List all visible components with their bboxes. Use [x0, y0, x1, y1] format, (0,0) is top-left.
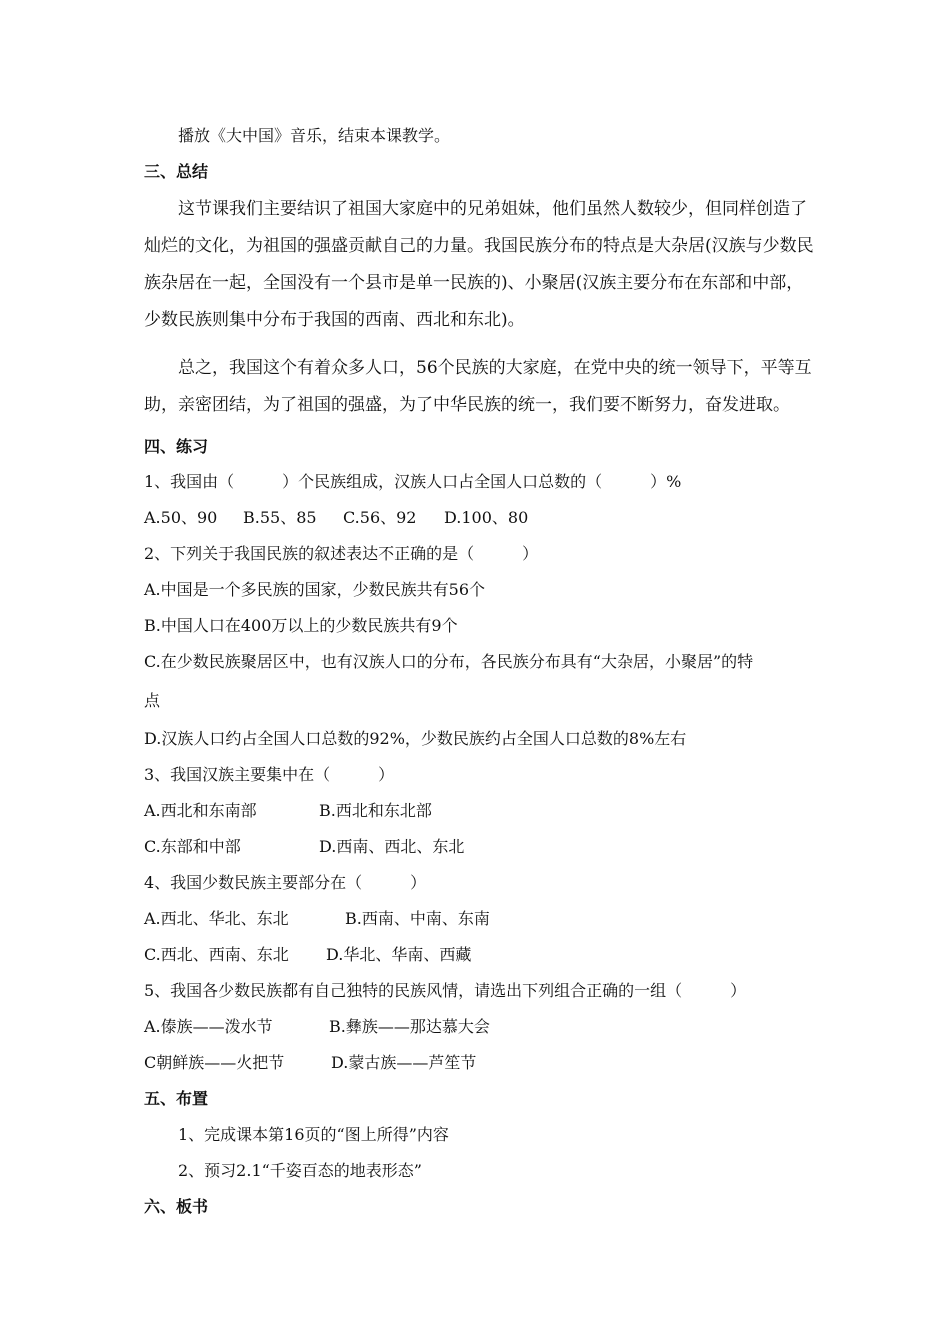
q3-option-a: A.西北和东南部	[144, 801, 257, 820]
question-2: 2、下列关于我国民族的叙述表达不正确的是（ ）	[144, 544, 539, 563]
question-5-options-cd	[144, 1053, 476, 1073]
q3-option-c: C.东部和中部	[144, 837, 241, 856]
q5-option-d: D.蒙古族——芦笙节	[331, 1053, 477, 1072]
question-1: 1、我国由（ ）个民族组成，汉族人口占全国人口总数的（ ）%	[144, 472, 682, 491]
question-4: 4、我国少数民族主要部分在（ ）	[144, 873, 427, 892]
q1-option-c: C.56、92	[343, 508, 417, 527]
q4-option-b: B.西南、中南、东南	[345, 909, 490, 928]
q1-option-b: B.55、85	[243, 508, 317, 527]
question-4-options-cd	[144, 945, 471, 965]
q3-option-d: D.西南、西北、东北	[319, 837, 465, 856]
summary-line-3: 族杂居在一起，全国没有一个县市是单一民族的)、小聚居(汉族主要分布在东部和中部，	[144, 273, 804, 293]
q2-option-b: B.中国人口在400万以上的少数民族共有9个	[144, 616, 458, 635]
question-1-options	[144, 508, 528, 528]
q4-option-d: D.华北、华南、西藏	[326, 945, 472, 964]
summary-line-4: 少数民族则集中分布于我国的西南、西北和东北)。	[144, 310, 525, 330]
intro-line: 播放《大中国》音乐，结束本课教学。	[178, 126, 451, 145]
section-practice-title: 四、练习	[144, 437, 209, 456]
question-5: 5、我国各少数民族都有自己独特的民族风情，请选出下列组合正确的一组（ ）	[144, 981, 747, 1000]
section-board-title: 六、板书	[144, 1197, 209, 1216]
q4-option-c: C.西北、西南、东北	[144, 945, 289, 964]
q1-option-a: A.50、90	[144, 508, 218, 527]
homework-2: 2、预习2.1“千姿百态的地表形态”	[178, 1161, 422, 1180]
q2-option-c-cont: 点	[144, 691, 161, 710]
section-summary-title: 三、总结	[144, 162, 209, 181]
question-4-options-ab	[144, 909, 490, 929]
conclusion-line-1: 总之，我国这个有着众多人口，56个民族的大家庭，在党中央的统一领导下，平等互	[178, 358, 812, 378]
summary-line-1: 这节课我们主要结识了祖国大家庭中的兄弟姐妹，他们虽然人数较少，但同样创造了	[178, 199, 807, 219]
q5-option-b: B.彝族——那达慕大会	[329, 1017, 490, 1036]
q5-option-c: C朝鲜族——火把节	[144, 1053, 285, 1072]
question-3-options-ab	[144, 801, 432, 821]
q3-option-b: B.西北和东北部	[319, 801, 432, 820]
q2-option-a: A.中国是一个多民族的国家，少数民族共有56个	[144, 580, 486, 599]
q4-option-a: A.西北、华北、东北	[144, 909, 289, 928]
summary-line-2: 灿烂的文化，为祖国的强盛贡献自己的力量。我国民族分布的特点是大杂居(汉族与少数民	[144, 236, 814, 256]
q5-option-a: A.傣族——泼水节	[144, 1017, 273, 1036]
q2-option-c: C.在少数民族聚居区中，也有汉族人口的分布，各民族分布具有“大杂居，小聚居”的特	[144, 652, 754, 671]
question-3: 3、我国汉族主要集中在（ ）	[144, 765, 395, 784]
question-3-options-cd	[144, 837, 464, 857]
section-assignment-title: 五、布置	[144, 1089, 209, 1108]
conclusion-line-2: 助，亲密团结，为了祖国的强盛，为了中华民族的统一，我们要不断努力，奋发进取。	[144, 395, 790, 415]
q1-option-d: D.100、80	[444, 508, 529, 527]
q2-option-d: D.汉族人口约占全国人口总数的92%，少数民族约占全国人口总数的8%左右	[144, 729, 687, 748]
homework-1: 1、完成课本第16页的“图上所得”内容	[178, 1125, 449, 1144]
question-5-options-ab	[144, 1017, 490, 1037]
